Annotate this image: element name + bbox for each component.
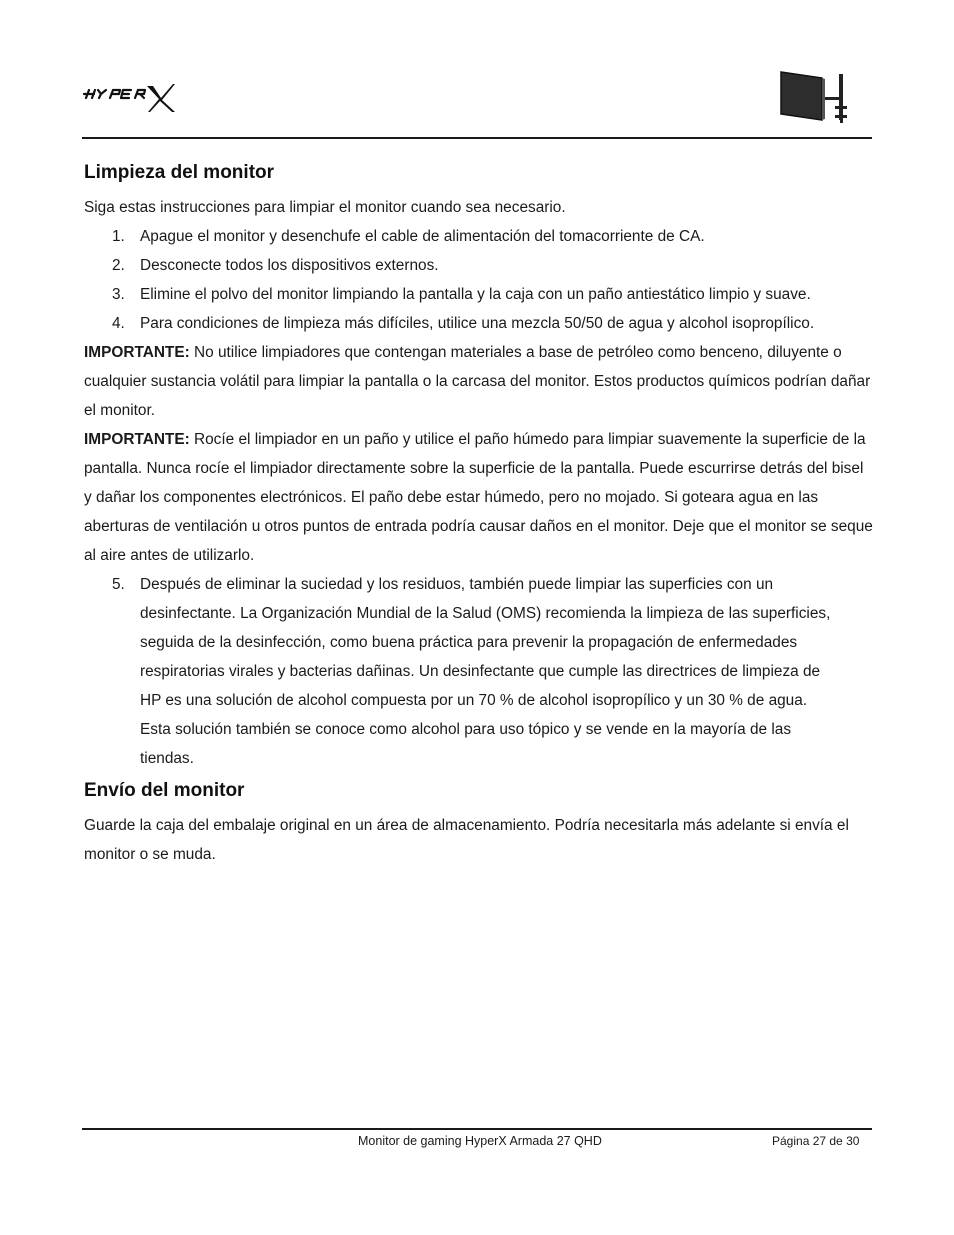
list-item	[84, 251, 874, 280]
list-item	[84, 222, 874, 251]
step-text: Apague el monitor y desenchufe el cable de alimentación del tomacorriente de CA.	[140, 228, 705, 245]
section-title-cleaning: Limpieza del monitor	[84, 162, 275, 183]
cleaning-steps	[84, 222, 874, 338]
important-label: IMPORTANTE:	[84, 344, 190, 361]
cleaning-intro: Siga estas instrucciones para limpiar el monitor cuando sea necesario.	[84, 199, 566, 216]
important-text: Rocíe el limpiador en un paño y utilice el paño húmedo para limpiar suavemente la superficie de la pantalla. Nunca rocíe el limpiador directamente sobre la superficie de la pantalla. Puede escurrirse detrás del bisel y dañar los componentes electrónicos. El paño debe estar húmedo, pero no mojado. Si goteara agua en las aberturas de ventilación u otros puntos de entrada podría causar daños en el monitor. Deje que el monitor se seque al aire antes de utilizarlo.	[84, 431, 873, 564]
header-divider	[82, 137, 872, 139]
important-label: IMPORTANTE:	[84, 431, 190, 448]
document-body	[84, 159, 874, 869]
list-item	[84, 309, 874, 338]
footer-page-number: Página 27 de 30	[772, 1134, 860, 1148]
step-number: 4.	[112, 315, 125, 332]
footer-divider	[82, 1128, 872, 1130]
footer-document-title: Monitor de gaming HyperX Armada 27 QHD	[358, 1134, 602, 1148]
step-number: 1.	[112, 228, 125, 245]
list-item	[84, 570, 874, 773]
monitor-arm-icon	[778, 70, 854, 126]
step-number: 2.	[112, 257, 125, 274]
step-number: 3.	[112, 286, 125, 303]
step-number: 5.	[112, 576, 125, 593]
shipping-text: Guarde la caja del embalaje original en un área de almacenamiento. Podría necesitarla más adelante si envía el monitor o se muda.	[84, 817, 849, 863]
cleaning-steps-continued	[84, 570, 874, 773]
important-text: No utilice limpiadores que contengan materiales a base de petróleo como benceno, diluyente o cualquier sustancia volátil para limpiar la pantalla o la carcasa del monitor. Estos productos químicos podrían dañar el monitor.	[84, 344, 871, 419]
important-note-1	[84, 338, 874, 425]
step-text: Después de eliminar la suciedad y los residuos, también puede limpiar las superficies con un desinfectante. La Organización Mundial de la Salud (OMS) recomienda la limpieza de las superficies, seguida de la desinfección, como buena práctica para prevenir la propagación de enfermedades respiratorias virales y bacterias dañinas. Un desinfectante que cumple las directrices de limpieza de HP es una solución de alcohol compuesta por un 70 % de alcohol isopropílico y un 30 % de agua. Esta solución también se conoce como alcohol para uso tópico y se vende en la mayoría de las tiendas.	[140, 576, 831, 767]
important-note-2	[84, 425, 874, 570]
step-text: Para condiciones de limpieza más difíciles, utilice una mezcla 50/50 de agua y alcohol isopropílico.	[140, 315, 815, 332]
step-text: Elimine el polvo del monitor limpiando la pantalla y la caja con un paño antiestático limpio y suave.	[140, 286, 811, 303]
step-text: Desconecte todos los dispositivos externos.	[140, 257, 439, 274]
section-title-shipping: Envío del monitor	[84, 780, 245, 801]
hyperx-logo	[83, 80, 183, 114]
list-item	[84, 280, 874, 309]
